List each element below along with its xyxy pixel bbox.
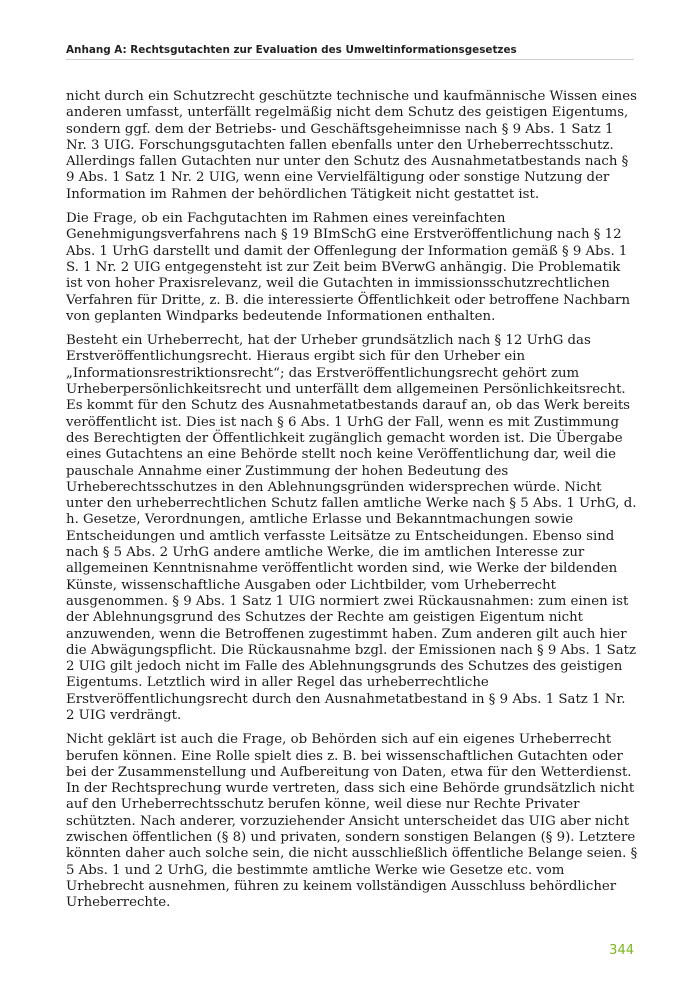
body-text xyxy=(66,89,638,920)
paragraph-2: Die Frage, ob ein Fachgutachten im Rahmen eines vereinfachten Genehmigungsverfahrens nach § 19 BImSchG eine Erstveröffentlichung nach § 12 Abs. 1 UrhG darstellt und damit der Offenlegung der Information gemäß § 9 Abs. 1 S. 1 Nr. 2 UIG entgegensteht ist zur Zeit beim BVerwG anhängig. Die Problematik ist von hoher Praxisrelevanz, weil die Gutachten in immissionsschutzrechtlichen Verfahren für Dritte, z. B. die interessierte Öffentlichkeit oder betroffene Nachbarn von geplanten Windparks bedeutende Informationen enthalten. xyxy=(66,211,631,324)
paragraph-3: Besteht ein Urheberrecht, hat der Urheber grundsätzlich nach § 12 UrhG das Erstveröffentlichungsrecht. Hieraus ergibt sich für den Urheber ein „Informationsrestriktionsrecht“; das Erstveröffentlichungsrecht gehört zum Urheberpersönlichkeitsrecht und unterfällt dem allgemeinen Persönlichkeitsrecht. Es kommt für den Schutz des Ausnahmetatbestands darauf an, ob das Werk bereits veröffentlicht ist. Dies ist nach § 6 Abs. 1 UrhG der Fall, wenn es mit Zustimmung des Berechtigten der Öffentlichkeit zugänglich gemacht worden ist. Die Übergabe eines Gutachtens an eine Behörde stellt noch keine Veröffentlichung dar, weil die pauschale Annahme einer Zustimmung der hohen Bedeutung des Urheberechtsschutzes in den Ablehnungsgründen widersprechen würde. Nicht unter den urheberrechtlichen Schutz fallen amtliche Werke nach § 5 Abs. 1 UrhG, d. h. Gesetze, Verordnungen, amtliche Erlasse und Bekanntmachungen sowie Entscheidungen und amtlich verfasste Leitsätze zu Entscheidungen. Ebenso sind nach § 5 Abs. 2 UrhG andere amtliche Werke, die im amtlichen Interesse zur allgemeinen Kenntnisnahme veröffentlicht worden sind, wie Werke der bildenden Künste, wissenschaftliche Ausgaben oder Lichtbilder, vom Urheberrecht ausgenommen. § 9 Abs. 1 Satz 1 UIG normiert zwei Rückausnahmen: zum einen ist der Ablehnungsgrund des Schutzes der Rechte am geistigen Eigentum nicht anzuwenden, wenn die Betroffenen zugestimmt haben. Zum anderen gilt auch hier die Abwägungspflicht. Die Rückausnahme bzgl. der Emissionen nach § 9 Abs. 1 Satz 2 UIG gilt jedoch nicht im Falle des Ablehnungsgrunds des Schutzes des geistigen Eigentums. Letztlich wird in aller Regel das urheberrechtliche Erstveröffentlichungsrecht durch den Ausnahmetatbestand in § 9 Abs. 1 Satz 1 Nr. 2 UIG verdrängt. xyxy=(66,333,637,723)
running-header: Anhang A: Rechtsgutachten zur Evaluation des Umweltinformationsgesetzes xyxy=(66,44,517,56)
page-number: 344 xyxy=(609,943,634,958)
header-divider xyxy=(66,59,634,60)
paragraph-4: Nicht geklärt ist auch die Frage, ob Behörden sich auf ein eigenes Urheberrecht berufen können. Eine Rolle spielt dies z. B. bei wissenschaftlichen Gutachten oder bei der Zusammenstellung und Aufbereitung von Daten, etwa für den Wetterdienst. In der Rechtsprechung wurde vertreten, dass sich eine Behörde grundsätzlich nicht auf den Urheberrechtsschutz berufen könne, weil diese nur Rechte Privater schützten. Nach anderer, vorzuziehender Ansicht unterscheidet das UIG aber nicht zwischen öffentlichen (§ 8) und privaten, sondern sonstigen Belangen (§ 9). Letztere könnten daher auch solche sein, die nicht ausschließlich öffentliche Belange seien. § 5 Abs. 1 und 2 UrhG, die bestimmte amtliche Werke wie Gesetze etc. vom Urhebrecht ausnehmen, führen zu keinem vollständigen Ausschluss behördlicher Urheberrechte. xyxy=(66,732,638,911)
paragraph-1: nicht durch ein Schutzrecht geschützte technische und kaufmännische Wissen eines anderen umfasst, unterfällt regelmäßig nicht dem Schutz des geistigen Eigentums, sondern ggf. dem der Betriebs- und Geschäftsgeheimnisse nach § 9 Abs. 1 Satz 1 Nr. 3 UIG. Forschungsgutachten fallen ebenfalls unter den Urheberrechtsschutz. Allerdings fallen Gutachten nur unter den Schutz des Ausnahmetatbestands nach § 9 Abs. 1 Satz 1 Nr. 2 UIG, wenn eine Vervielfältigung oder sonstige Nutzung der Information im Rahmen der behördlichen Tätigkeit nicht gestattet ist. xyxy=(66,89,637,202)
